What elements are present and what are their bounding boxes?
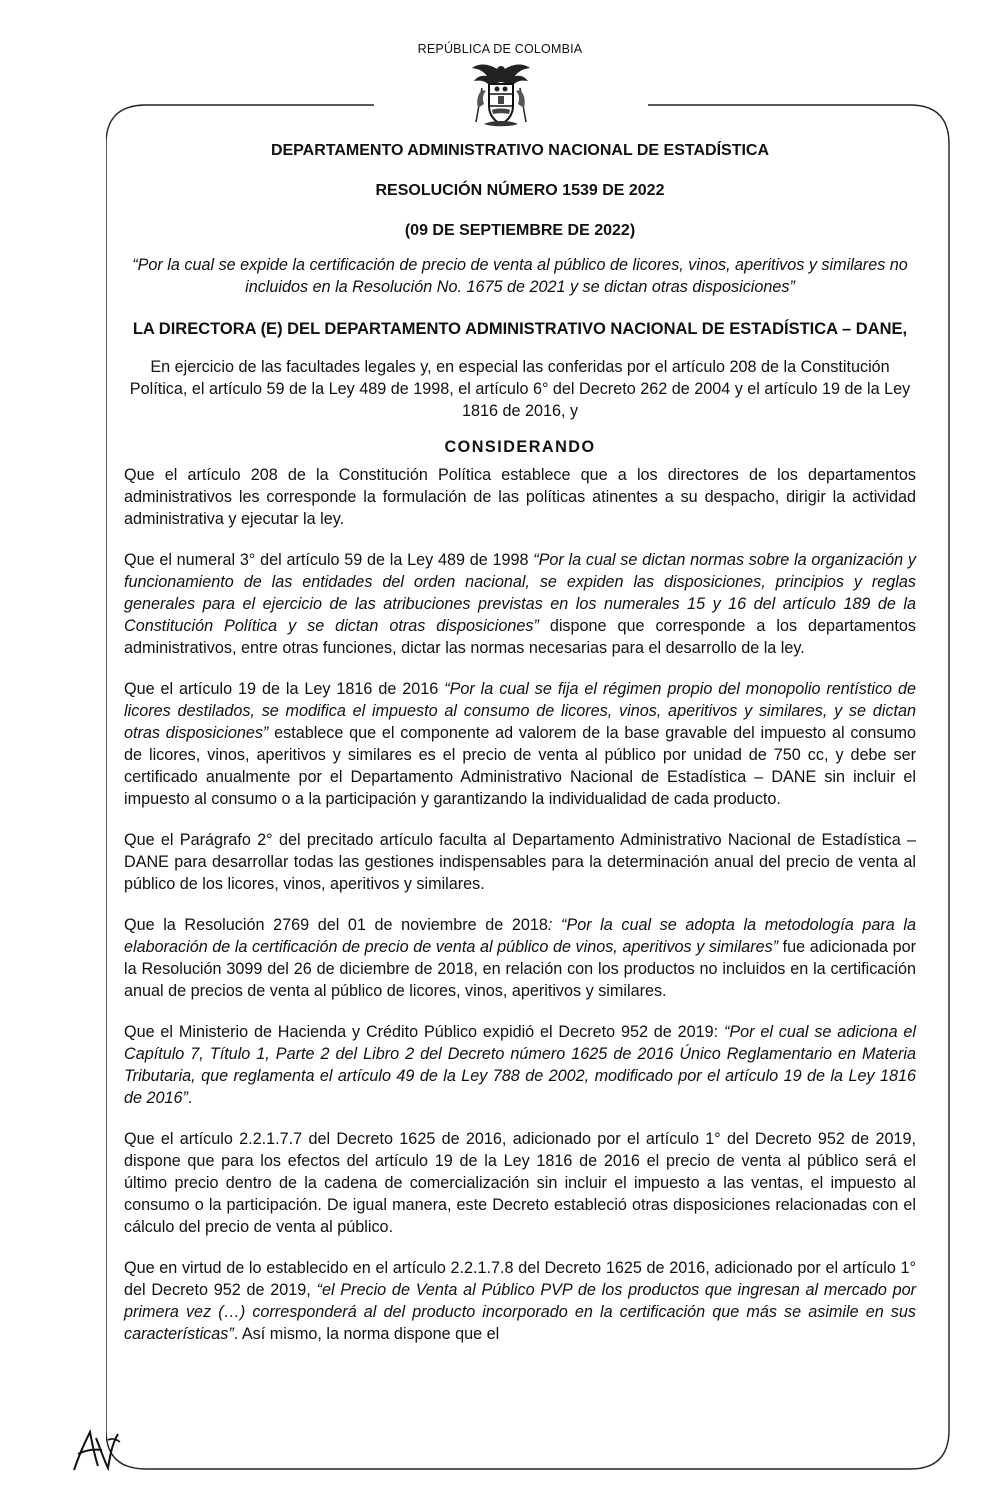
paragraph-3-lead: Que el artículo 19 de la Ley 1816 de 2016	[124, 680, 445, 698]
paragraph-8-tail: . Así mismo, la norma dispone que el	[233, 1325, 500, 1343]
country-header: REPÚBLICA DE COLOMBIA	[417, 42, 583, 56]
paragraph-2	[124, 549, 916, 659]
paragraph-5-tail: fue adicionada por la Resolución 3099 del 26 de diciembre de 2018, en relación con los productos no incluidos en la certificación anual de precios de venta al público de licores, vinos, aperitivos y similares.	[124, 938, 916, 1000]
resolution-subtitle: “Por la cual se expide la certificación de precio de venta al público de licores, vinos, aperitivos y similares no incluidos en la Resolución No. 1675 de 2021 y se dictan otras disposiciones”	[132, 256, 908, 296]
paragraph-5	[124, 914, 916, 1002]
document-body	[124, 140, 916, 1364]
handwritten-initials-icon	[68, 1418, 124, 1478]
paragraph-2-tail: dispone que corresponde a los departamentos administrativos, entre otras funciones, dictar las normas necesarias para el desarrollo de la ley.	[124, 617, 916, 657]
paragraph-8-quote: “el Precio de Venta al Público PVP de los productos que ingresan al mercado por primera vez (…) corresponderá al del producto incorporado en la certificación que más se asimile en sus características”	[124, 1281, 916, 1343]
paragraph-5-quote: : “Por la cual se adopta la metodología para la elaboración de la certificación de precio de venta al público de vinos, aperitivos y similares”	[124, 916, 916, 956]
exercise-clause: En ejercicio de las facultades legales y, en especial las conferidas por el artículo 208 de la Constitución Política, el artículo 59 de la Ley 489 de 1998, el artículo 6° del Decreto 262 de 2004 y el artículo 19 de la Ley 1816 de 2016, y	[129, 358, 911, 420]
paragraph-1: Que el artículo 208 de la Constitución Política establece que a los directores de los departamentos administrativos les corresponde la formulación de las políticas atinentes a su despacho, dirigir la actividad administrativa y ejecutar la ley.	[124, 466, 916, 528]
paragraph-6	[124, 1021, 916, 1109]
paragraph-7: Que el artículo 2.2.1.7.7 del Decreto 1625 de 2016, adicionado por el artículo 1° del Decreto 952 de 2019, dispone que para los efectos del artículo 19 de la Ley 1816 de 2016 el precio de venta al público será el último precio dentro de la cadena de comercialización sin incluir el impuesto a las ventas, el impuesto al consumo o la participación. De igual manera, este Decreto estableció otras disposiciones relacionadas con el cálculo del precio de venta al público.	[124, 1130, 916, 1236]
paragraph-4: Que el Parágrafo 2° del precitado artículo faculta al Departamento Administrativo Nacional de Estadística – DANE para desarrollar todas las gestiones indispensables para la determinación anual del precio de venta al público de los licores, vinos, aperitivos y similares.	[124, 831, 916, 893]
paragraph-8	[124, 1257, 916, 1345]
paragraph-8-lead: Que en virtud de lo establecido en el artículo 2.2.1.7.8 del Decreto 1625 de 2016, adicionado por el artículo 1° del Decreto 952 de 2019,	[124, 1259, 916, 1299]
paragraph-3-tail: establece que el componente ad valorem de la base gravable del impuesto al consumo de licores, vinos, aperitivos y similares es el precio de venta al público por unidad de 750 cc, y debe ser certificado anualmente por el Departamento Administrativo Nacional de Estadística – DANE sin incluir el impuesto al consumo o a la participación y garantizando la individualidad de cada producto.	[124, 724, 916, 808]
paragraph-6-quote: “Por el cual se adiciona el Capítulo 7, Título 1, Parte 2 del Libro 2 del Decreto número 1625 de 2016 Único Reglamentario en Materia Tributaria, que reglamenta el artículo 49 de la Ley 788 de 2002, modificado por el artículo 19 de la Ley 1816 de 2016”	[124, 1023, 916, 1107]
paragraph-2-lead: Que el numeral 3° del artículo 59 de la Ley 489 de 1998	[124, 551, 534, 569]
considerando-heading: CONSIDERANDO	[444, 438, 596, 456]
paragraph-3	[124, 678, 916, 810]
resolution-date: (09 DE SEPTIEMBRE DE 2022)	[404, 222, 636, 239]
paragraph-6-tail: .	[187, 1089, 193, 1107]
resolution-number: RESOLUCIÓN NÚMERO 1539 DE 2022	[375, 182, 665, 199]
director-heading: LA DIRECTORA (E) DEL DEPARTAMENTO ADMINISTRATIVO NACIONAL DE ESTADÍSTICA – DANE,	[132, 320, 908, 338]
paragraph-2-quote: “Por la cual se dictan normas sobre la organización y funcionamiento de las entidades del orden nacional, se expiden las disposiciones, principios y reglas generales para el ejercicio de las atribuciones previstas en los numerales 15 y 16 del artículo 189 de la Constitución Política y se dictan otras disposiciones”	[124, 551, 916, 635]
paragraph-5-lead: Que la Resolución 2769 del 01 de noviembre de 2018	[124, 916, 548, 934]
department-title: DEPARTAMENTO ADMINISTRATIVO NACIONAL DE ESTADÍSTICA	[270, 142, 770, 159]
paragraph-6-lead: Que el Ministerio de Hacienda y Crédito Público expidió el Decreto 952 de 2019:	[124, 1023, 724, 1041]
paragraph-3-quote: “Por la cual se fija el régimen propio del monopolio rentístico de licores destilados, se modifica el impuesto al consumo de licores, vinos, aperitivos y similares, y se dictan otras disposiciones”	[124, 680, 916, 742]
